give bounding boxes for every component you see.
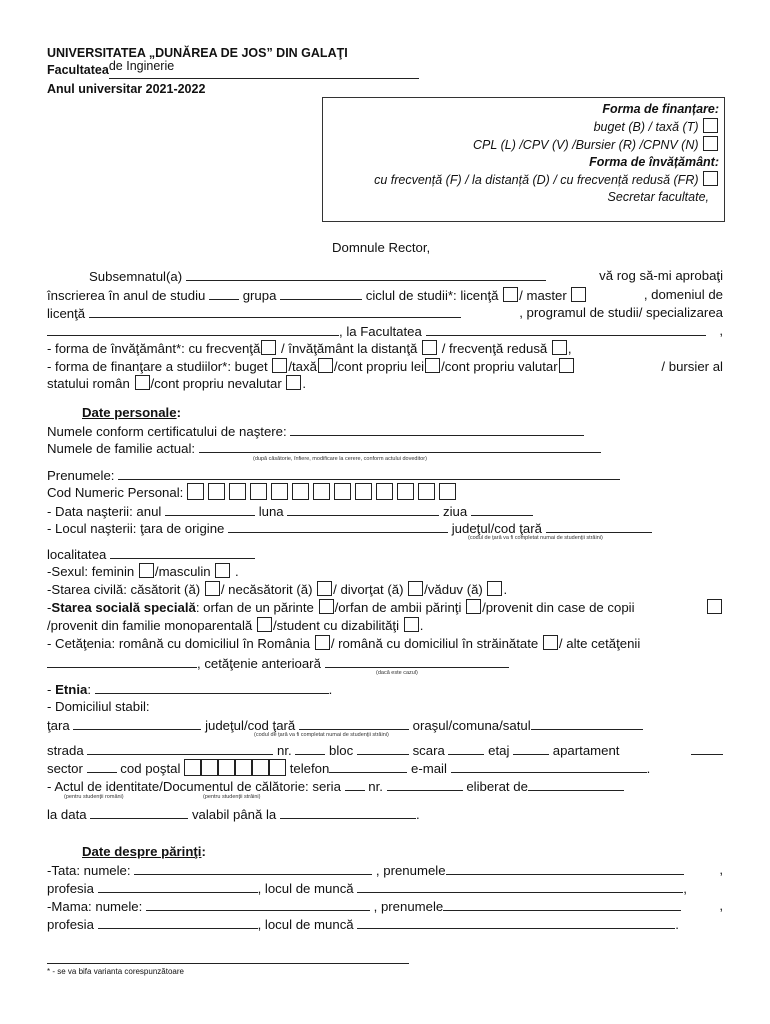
domicile-county-field[interactable]	[299, 716, 409, 730]
period: .	[646, 761, 651, 776]
checkbox-la-distanta[interactable]	[422, 340, 437, 355]
localitatea-label: localitatea	[47, 547, 107, 562]
mother-lastname-field[interactable]	[146, 897, 370, 911]
checkbox-feminin[interactable]	[139, 563, 154, 578]
case-copii-label: /provenit din case de copii	[482, 600, 635, 615]
checkbox-cont-lei[interactable]	[425, 358, 440, 373]
financing-line2: CPL (L) /CPV (V) /Bursier (R) /CPNV (N)	[473, 138, 699, 152]
bloc-field[interactable]	[357, 741, 409, 755]
cnp-row	[47, 483, 723, 501]
programul-label: , programul de studii/ specializarea	[519, 305, 723, 320]
strainatate-label: / română cu domiciliul în străinătate	[330, 636, 539, 651]
profesia-label: profesia	[47, 917, 94, 932]
cnp-digit-7[interactable]	[313, 483, 330, 500]
colon: :	[176, 405, 181, 420]
social-status-row	[47, 599, 723, 616]
nevalutar-label: /cont propriu nevalutar	[150, 376, 282, 391]
checkbox-nevalutar[interactable]	[286, 375, 301, 390]
inscrierea-label: înscrierea în anul de studiu	[47, 288, 206, 303]
daca-note: (dacă este cazul)	[376, 670, 418, 676]
luna-label: luna	[258, 504, 284, 519]
checkbox-casatorit[interactable]	[205, 581, 220, 596]
id-series-field[interactable]	[345, 777, 365, 791]
licenta-label: licenţă	[47, 306, 86, 321]
birth-country-field[interactable]	[228, 519, 448, 533]
request-line-2	[47, 286, 723, 304]
oras-label: oraşul/comuna/satul	[412, 718, 531, 733]
checkbox-romana-strainatate[interactable]	[543, 635, 558, 650]
prenume-label: , prenumele	[373, 899, 444, 914]
locul-label: - Locul naşterii: ţara de origine	[47, 521, 225, 536]
period: .	[234, 564, 239, 579]
prenume-label: Prenumele:	[47, 468, 115, 483]
judet-note-2: (codul de ţară va fi completat numai de studenţii străini)	[254, 732, 389, 738]
social-status-row-2	[47, 617, 723, 634]
taxa-label: /taxă	[288, 359, 317, 374]
strada-label: strada	[47, 743, 84, 758]
full-name-field[interactable]	[186, 267, 546, 281]
grupa-label: grupa	[242, 288, 277, 303]
secretary-label: Secretar facultate,	[607, 190, 709, 204]
frecv-redusa-label: / frecvenţă redusă	[441, 341, 548, 356]
request-line-6	[47, 358, 723, 375]
parents-title: Date despre părinţi	[82, 844, 202, 859]
domicile-country-field[interactable]	[73, 716, 201, 730]
specialization-field[interactable]	[47, 322, 339, 336]
checkbox-dizabilitati[interactable]	[404, 617, 419, 632]
cnp-digit-2[interactable]	[208, 483, 225, 500]
checkbox-orfan-ambii[interactable]	[466, 599, 481, 614]
bloc-label: bloc	[329, 743, 354, 758]
nr-label: nr.	[277, 743, 292, 758]
sexul-label: -Sexul: feminin	[47, 564, 135, 579]
monoparentala-label: /provenit din familie monoparentală	[47, 618, 253, 633]
comma: ,	[719, 862, 723, 877]
cnp-digit-11[interactable]	[397, 483, 414, 500]
note-romani: (pentru studenţii români)	[64, 794, 124, 800]
personal-section-title	[82, 404, 723, 421]
contact-row	[47, 759, 723, 777]
street-field[interactable]	[87, 741, 273, 755]
etaj-field[interactable]	[513, 741, 549, 755]
address-row	[47, 741, 723, 759]
mother-job-row	[47, 915, 723, 933]
postal-digit-3[interactable]	[218, 759, 235, 776]
financing-box	[322, 97, 725, 222]
dash: -	[47, 600, 52, 615]
checkbox-master[interactable]	[571, 287, 586, 302]
domiciliu-title: - Domiciliul stabil:	[47, 699, 150, 714]
footnote: * - se va bifa varianta corespunzătoare	[47, 967, 184, 976]
faculty-row	[47, 59, 419, 79]
postal-digit-2[interactable]	[201, 759, 218, 776]
orfan-ambii-label: /orfan de ambii părinţi	[334, 600, 462, 615]
faculty-field[interactable]	[108, 59, 419, 79]
postal-digit-6[interactable]	[269, 759, 286, 776]
issue-date-field[interactable]	[90, 805, 188, 819]
checkbox-bursier[interactable]	[135, 375, 150, 390]
note-straini: (pentru studenţii străini)	[203, 794, 261, 800]
necasatorit-label: / necăsătorit (ă)	[220, 582, 313, 597]
orfan-unul-label: : orfan de un părinte	[195, 600, 314, 615]
checkbox-licenta[interactable]	[503, 287, 518, 302]
number-field[interactable]	[295, 741, 325, 755]
la-data-label: la data	[47, 807, 87, 822]
judet-note: (codul de ţară va fi completat numai de studenţii străini)	[468, 535, 603, 541]
parents-section-title	[82, 843, 723, 860]
father-workplace-field[interactable]	[357, 879, 683, 893]
prenume-label: , prenumele	[375, 863, 446, 878]
postal-digit-4[interactable]	[235, 759, 252, 776]
cnp-digit-6[interactable]	[292, 483, 309, 500]
alte-label: / alte cetăţenii	[558, 636, 641, 651]
father-lastname-field[interactable]	[134, 861, 372, 875]
mother-profession-field[interactable]	[98, 915, 258, 929]
mother-workplace-field[interactable]	[357, 915, 675, 929]
faculty-label: Facultatea	[47, 63, 109, 77]
data-nasterii-label: - Data naşterii: anul	[47, 504, 162, 519]
request-line-4	[47, 322, 723, 340]
checkbox-orfan-unul[interactable]	[319, 599, 334, 614]
telefon-label: telefon	[289, 761, 330, 776]
masculin-label: /masculin	[154, 564, 211, 579]
footnote-divider	[47, 963, 409, 964]
checkbox-cont-valutar[interactable]	[559, 358, 574, 373]
domicile-city-field[interactable]	[531, 716, 643, 730]
cnp-digit-10[interactable]	[376, 483, 393, 500]
sector-field[interactable]	[87, 759, 117, 773]
judetul-label: judeţul/cod ţară	[205, 718, 296, 733]
cnp-digit-3[interactable]	[229, 483, 246, 500]
birth-year-field[interactable]	[165, 502, 255, 516]
period: .	[415, 807, 420, 822]
birthplace-row	[47, 519, 723, 537]
email-field[interactable]	[451, 759, 647, 773]
birth-name-field[interactable]	[290, 422, 584, 436]
checkbox-necasatorit[interactable]	[317, 581, 332, 596]
phone-field[interactable]	[329, 759, 407, 773]
cnp-label: Cod Numeric Personal:	[47, 485, 184, 500]
nr-label: nr.	[368, 779, 383, 794]
checkbox-frecv-redusa[interactable]	[552, 340, 567, 355]
va-rog-label: vă rog să-mi aprobaţi	[599, 268, 723, 283]
checkbox-learning-form[interactable]	[703, 171, 718, 186]
etnia-field[interactable]	[95, 680, 329, 694]
faculty-value: de Inginerie	[108, 59, 175, 73]
issued-by-field[interactable]	[528, 777, 624, 791]
email-label: e-mail	[411, 761, 447, 776]
cnp-digit-13[interactable]	[439, 483, 456, 500]
learning-line: cu frecvență (F) / la distanță (D) / cu frecvență redusă (FR)	[374, 173, 699, 187]
etnia-label: Etnia	[55, 682, 88, 697]
dizabilitati-label: /student cu dizabilităţi	[272, 618, 400, 633]
vaduv-label: /văduv (ă)	[424, 582, 483, 597]
cnp-digit-5[interactable]	[271, 483, 288, 500]
etnia-row	[47, 680, 723, 698]
checkbox-romana-romania[interactable]	[315, 635, 330, 650]
profesia-label: profesia	[47, 881, 94, 896]
birth-county-field[interactable]	[546, 519, 652, 533]
colon: :	[87, 682, 91, 697]
checkbox-financing-lvrn[interactable]	[703, 136, 718, 151]
checkbox-vaduv[interactable]	[487, 581, 502, 596]
checkbox-frecventa[interactable]	[261, 340, 276, 355]
previous-citizenship-field[interactable]	[325, 654, 509, 668]
validity-row	[47, 805, 723, 823]
cnp-digit-8[interactable]	[334, 483, 351, 500]
dash: -	[47, 682, 52, 697]
la-facultatea-label: , la Facultatea	[339, 324, 422, 339]
nume-actual-label: Numele de familie actual:	[47, 441, 196, 456]
sector-label: sector	[47, 761, 83, 776]
comma: ,	[719, 323, 723, 338]
valid-until-field[interactable]	[280, 805, 416, 819]
actul-label: - Actul de identitate/Documentul de călătorie: seria	[47, 779, 341, 794]
cnp-digit-9[interactable]	[355, 483, 372, 500]
checkbox-taxa[interactable]	[318, 358, 333, 373]
academic-year: Anul universitar 2021-2022	[47, 82, 206, 96]
prenume-row	[47, 466, 723, 484]
personal-title: Date personale	[82, 405, 177, 420]
scara-field[interactable]	[448, 741, 484, 755]
mama-label: -Mama: numele:	[47, 899, 143, 914]
localitate-row	[47, 545, 723, 563]
checkbox-buget[interactable]	[272, 358, 287, 373]
request-line-5	[47, 340, 723, 357]
citizenship-row	[47, 635, 723, 652]
nume-note: (după căsătorie, înfiere, modificare la cerere, conform actului doveditor)	[253, 456, 427, 462]
father-firstname-field[interactable]	[446, 861, 684, 875]
colon: :	[201, 844, 206, 859]
father-job-row	[47, 879, 723, 897]
cnp-digit-12[interactable]	[418, 483, 435, 500]
mother-row	[47, 897, 723, 915]
father-profession-field[interactable]	[98, 879, 258, 893]
study-year-field[interactable]	[209, 286, 239, 300]
localitate-field[interactable]	[110, 545, 255, 559]
period: .	[328, 682, 333, 697]
subsemnatul-label: Subsemnatul(a)	[89, 269, 183, 284]
checkbox-divortat[interactable]	[408, 581, 423, 596]
other-citizenship-field[interactable]	[47, 654, 197, 668]
starea-sociala-label: Starea socială specială	[51, 600, 196, 615]
cod-postal-label: cod poştal	[120, 761, 181, 776]
request-line-3	[47, 304, 723, 322]
birth-day-field[interactable]	[471, 502, 533, 516]
starea-civila-label: -Starea civilă: căsătorit (ă)	[47, 582, 201, 597]
apartament-field[interactable]	[691, 741, 723, 755]
university-name: UNIVERSITATEA „DUNĂREA DE JOS” DIN GALAŢI	[47, 46, 348, 60]
id-row	[47, 777, 723, 795]
current-name-row	[47, 439, 723, 457]
checkbox-financing-bt[interactable]	[703, 118, 718, 133]
domain-field[interactable]	[89, 304, 461, 318]
forma-inv-label: - forma de învăţământ*: cu frecvenţă	[47, 341, 261, 356]
judetul-label: judeţul/cod ţară	[451, 521, 542, 536]
divortat-label: / divorţat (ă)	[333, 582, 404, 597]
prenume-field[interactable]	[118, 466, 620, 480]
group-field[interactable]	[280, 286, 362, 300]
cetatenia-label: - Cetăţenia: română cu domiciliul în România	[47, 636, 311, 651]
tata-label: -Tata: numele:	[47, 863, 131, 878]
birthdate-row	[47, 502, 723, 520]
statului-label: statului român	[47, 376, 130, 391]
ziua-label: ziua	[442, 504, 468, 519]
forma-fin-label: - forma de finanţare a studiilor*: buget	[47, 359, 268, 374]
locul-munca-label: , locul de muncă	[257, 917, 354, 932]
tara-label: ţara	[47, 718, 70, 733]
comma: ,	[683, 881, 687, 896]
mother-firstname-field[interactable]	[443, 897, 681, 911]
birth-month-field[interactable]	[287, 502, 439, 516]
scara-label: scara	[412, 743, 445, 758]
checkbox-case-copii[interactable]	[707, 599, 722, 614]
salutation: Domnule Rector,	[332, 240, 431, 255]
valabil-label: valabil până la	[191, 807, 277, 822]
period: .	[419, 618, 424, 633]
cnp-digit-1[interactable]	[187, 483, 204, 500]
period: .	[503, 582, 508, 597]
current-name-field[interactable]	[199, 439, 601, 453]
etaj-label: etaj	[488, 743, 510, 758]
id-number-field[interactable]	[387, 777, 463, 791]
learning-title: Forma de învățământ:	[589, 155, 719, 169]
postal-digit-5[interactable]	[252, 759, 269, 776]
period: .	[302, 376, 307, 391]
financing-line1: buget (B) / taxă (T)	[593, 120, 699, 134]
eliberat-label: eliberat de	[466, 779, 528, 794]
cont-valutar-label: /cont propriu valutar	[441, 359, 558, 374]
financing-title: Forma de finanțare:	[602, 102, 719, 116]
comma: ,	[567, 341, 572, 356]
comma: ,	[719, 898, 723, 913]
request-line-7	[47, 375, 723, 392]
checkbox-monoparentala[interactable]	[257, 617, 272, 632]
postal-digit-1[interactable]	[184, 759, 201, 776]
locul-munca-label: , locul de muncă	[257, 881, 354, 896]
cnp-digit-4[interactable]	[250, 483, 267, 500]
request-line-1	[47, 267, 723, 285]
anterioara-label: , cetăţenie anterioară	[197, 656, 321, 671]
father-row	[47, 861, 723, 879]
period: .	[675, 917, 679, 932]
bursier-label: / bursier al	[661, 359, 723, 374]
master-label: / master	[519, 288, 567, 303]
checkbox-masculin[interactable]	[215, 563, 230, 578]
civil-status-row	[47, 581, 723, 598]
apartament-label: apartament	[552, 743, 620, 758]
la-distanta-label: / învăţământ la distanţă	[280, 341, 418, 356]
birth-name-row	[47, 422, 723, 440]
faculty-name-field[interactable]	[426, 322, 706, 336]
ciclul-label: ciclul de studii*: licenţă	[365, 288, 499, 303]
cont-lei-label: /cont propriu lei	[333, 359, 425, 374]
sex-row	[47, 563, 723, 580]
domeniul-label: , domeniul de	[643, 287, 723, 302]
nume-cert-label: Numele conform certificatului de naştere:	[47, 424, 287, 439]
